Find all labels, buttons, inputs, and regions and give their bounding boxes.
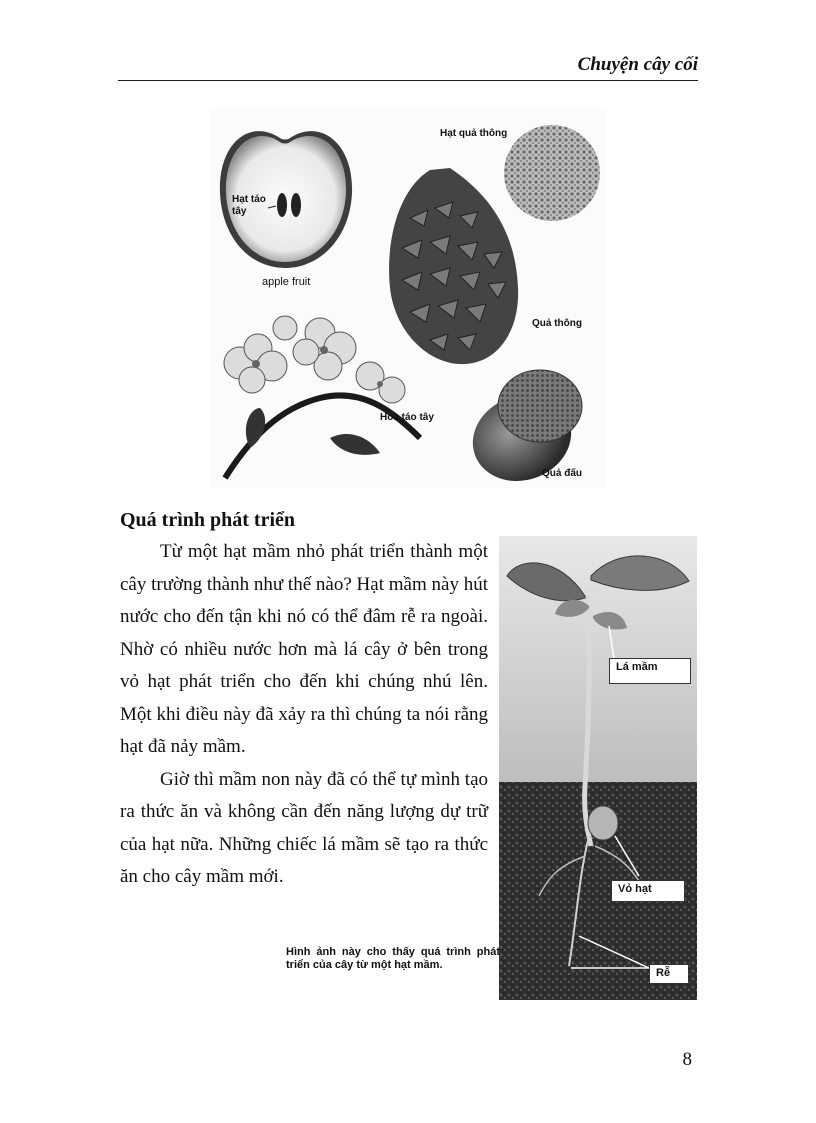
- apple-seed-label: Hạt táo tây: [232, 194, 266, 217]
- pine-seed-label: Hạt quả thông: [440, 128, 508, 139]
- running-header: Chuyện cây cối: [577, 54, 698, 75]
- blossom-label: Hoa táo tây: [380, 412, 434, 423]
- paragraph-1: Từ một hạt mầm nhỏ phát triển thành một cây trường thành như thế nào? Hạt mầm này hút nước cho đến tận khi nó có thể đâm rễ ra ngoài. Nhờ có nhiều nước hơn mà lá cây ở bên trong vỏ hạt phát triển cho đến khi chúng nhú lên. Một khi điều này đã xảy ra thì chúng ta nói rằng hạt đã nảy mầm.: [120, 541, 488, 757]
- apple-blossom-image: [224, 316, 420, 478]
- shell-label: Vỏ hạt: [611, 880, 685, 902]
- paragraph-2: Giờ thì mầm non này đã có thể tự mình tạo ra thức ăn và không cần đến năng lượng dự trữ của hạt nữa. Những chiếc lá mầm sẽ tạo ra thức ăn cho cây mầm mới.: [120, 768, 488, 887]
- page-number: 8: [682, 1049, 692, 1070]
- header-rule: [118, 80, 698, 81]
- seeds-illustration: [210, 108, 606, 488]
- section-heading: Quá trình phát triển: [120, 509, 296, 531]
- seedling-photo: [499, 536, 697, 1000]
- pine-seeds-image: [504, 125, 600, 221]
- root-label: Rễ: [649, 964, 689, 984]
- body-text: [120, 536, 488, 894]
- seeds-figure: [210, 108, 606, 488]
- apple-caption: apple fruit: [262, 276, 311, 288]
- leaf-label: Lá mầm: [609, 658, 691, 684]
- acorn-label: Quả đấu: [542, 468, 583, 479]
- pine-cone-image: [389, 168, 518, 364]
- seedling-illustration: [499, 536, 697, 1000]
- pine-cone-label: Quả thông: [532, 318, 582, 329]
- photo-caption: Hình ảnh này cho thấy quá trình phát triển của cây từ một hạt mầm.: [286, 946, 500, 971]
